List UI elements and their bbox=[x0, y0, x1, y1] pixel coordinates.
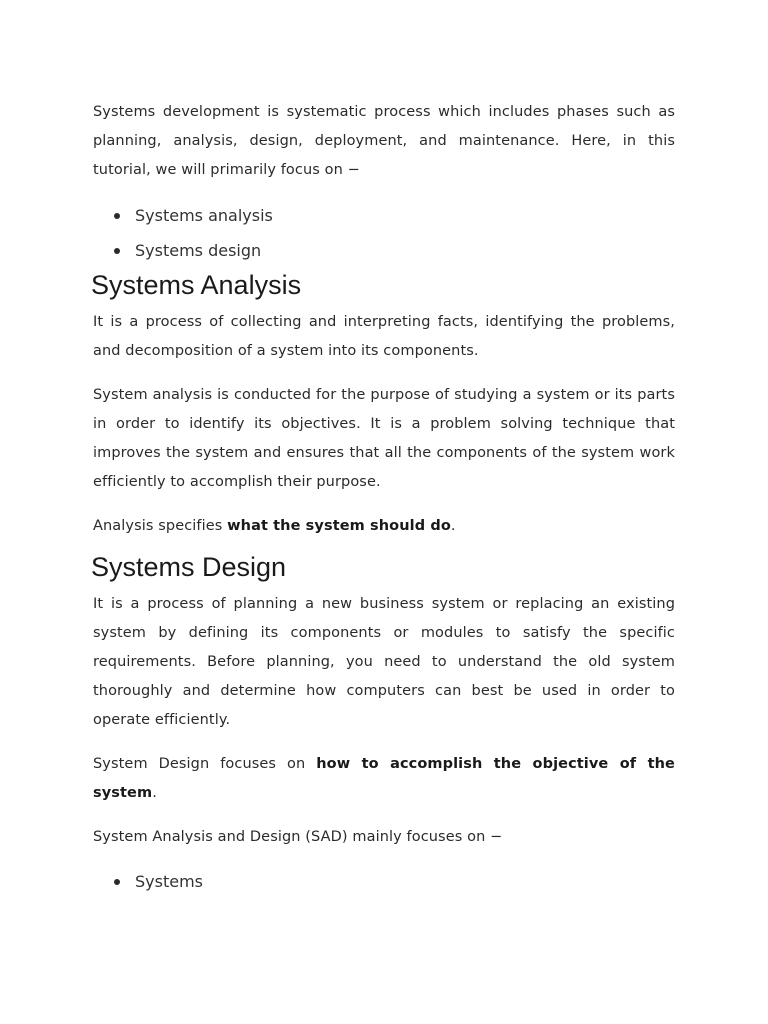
bullet-icon bbox=[114, 213, 120, 219]
analysis-specifies-prefix: Analysis specifies bbox=[93, 518, 228, 534]
bullet-icon bbox=[114, 879, 120, 885]
list-item-label: Systems design bbox=[135, 241, 262, 260]
list-item bbox=[93, 198, 675, 233]
list-item-label: Systems bbox=[135, 872, 203, 891]
list-item-label: Systems analysis bbox=[135, 206, 273, 225]
design-focus-emphasis: how to accomplish the objective of the system bbox=[93, 756, 675, 801]
design-focus-suffix: . bbox=[152, 785, 157, 801]
list-item bbox=[93, 864, 675, 899]
sad-paragraph: System Analysis and Design (SAD) mainly focuses on − bbox=[93, 829, 503, 845]
design-paragraph-1: It is a process of planning a new business system or replacing an existing system by defining its components or modules to satisfy the specific requirements. Before planning, you need to understand the old system thoroughly and determine how computers can best be used in order to operate efficiently. bbox=[93, 596, 675, 728]
sad-list bbox=[93, 864, 675, 899]
analysis-specifies-paragraph bbox=[93, 512, 675, 541]
intro-list bbox=[93, 198, 675, 268]
systems-design-heading: Systems Design bbox=[91, 552, 287, 582]
analysis-paragraph-1: It is a process of collecting and interpreting facts, identifying the problems, and decomposition of a system into its components. bbox=[93, 314, 675, 359]
systems-analysis-heading: Systems Analysis bbox=[91, 270, 302, 300]
bullet-icon bbox=[114, 248, 120, 254]
document-content bbox=[93, 98, 675, 899]
design-focus-paragraph bbox=[93, 750, 675, 808]
list-item bbox=[93, 233, 675, 268]
analysis-specifies-suffix: . bbox=[450, 518, 456, 534]
intro-paragraph: Systems development is systematic process which includes phases such as planning, analysis, design, deployment, and maintenance. Here, in this tutorial, we will primarily focus on − bbox=[93, 104, 675, 178]
analysis-paragraph-2: System analysis is conducted for the purpose of studying a system or its parts in order to identify its objectives. It is a problem solving technique that improves the system and ensures that all the components of the system work efficiently to accomplish their purpose. bbox=[93, 387, 675, 490]
analysis-specifies-emphasis: what the system should do bbox=[227, 518, 451, 534]
design-focus-prefix: System Design focuses on bbox=[93, 756, 317, 772]
